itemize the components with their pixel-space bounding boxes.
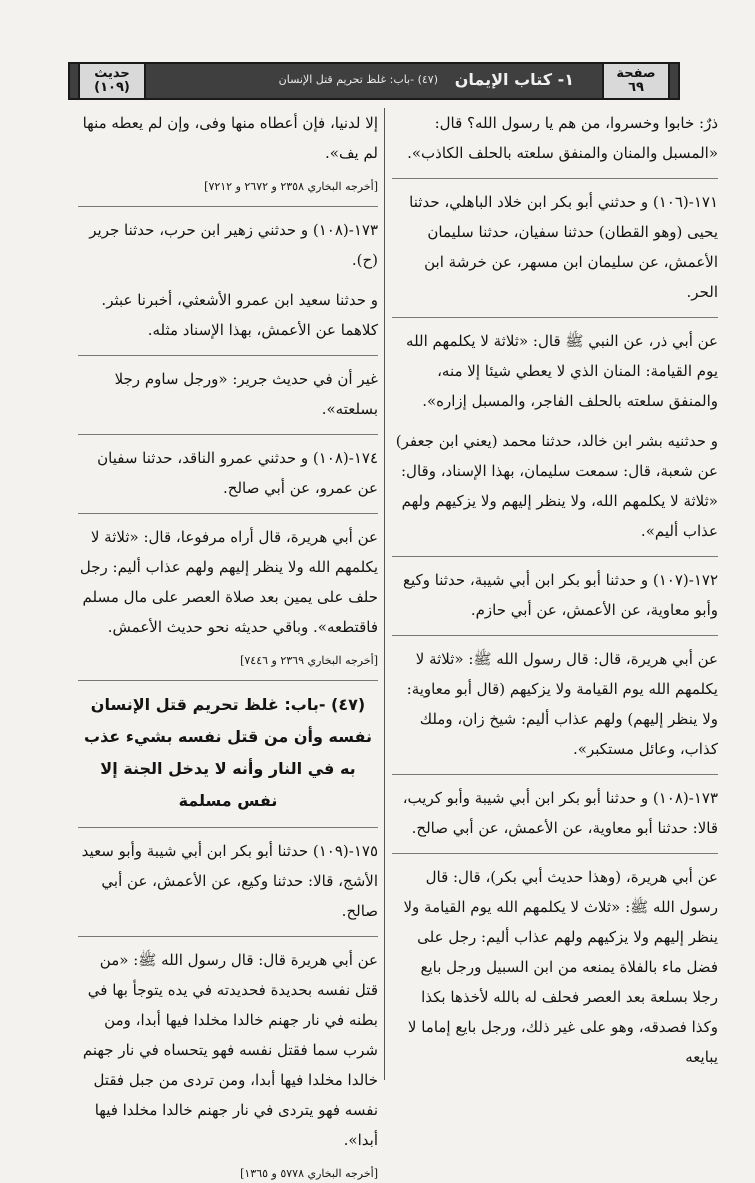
paragraph: عن أبي ذر، عن النبي ﷺ قال: «ثلاثة لا يكلمهم الله يوم القيامة: المنان الذي لا يعطي شيئا إلا منه، والمنفق سلعته بالحلف الفاجر، والمسبل إزاره». <box>406 332 718 410</box>
page-number: ٦٩ <box>628 80 644 95</box>
book-title: ١- كتاب الإيمان <box>454 70 574 89</box>
hadith-label: حديث <box>94 66 130 81</box>
paragraph: ١٧٤-(١٠٨) و حدثني عمرو الناقد، حدثنا سفيان عن عمرو، عن أبي صالح. <box>97 449 378 497</box>
paragraph: إلا لدنيا، فإن أعطاه منها وفى، وإن لم يعطه منها لم يف». <box>82 114 378 162</box>
hadith-number: (١٠٩) <box>94 80 130 95</box>
separator <box>392 178 718 179</box>
paragraph: عن أبي هريرة، (وهذا حديث أبي بكر)، قال: قال رسول الله ﷺ: «ثلاث لا يكلمهم الله يوم القيامة ولا ينظر إليهم ولا يزكيهم ولهم عذاب أليم: رجل على فضل ماء بالفلاة يمنعه من ابن السبيل ورجل بايع رجلا بسلعة بعد العصر فحلف له بالله لأخذها بكذا وكذا فصدقه، وهو على غير ذلك، ورجل بايع إماما لا يبايعه <box>403 868 718 1066</box>
reference: [أخرجه البخاري ٢٣٥٨ و ٢٦٧٢ و ٧٢١٢] <box>204 180 378 193</box>
separator <box>78 355 378 356</box>
right-column <box>392 108 718 1080</box>
paragraph: و حدثنا سعيد ابن عمرو الأشعثي، أخبرنا عبثر. كلاهما عن الأعمش، بهذا الإسناد مثله. <box>101 291 378 339</box>
paragraph: عن أبي هريرة، قال أراه مرفوعا، قال: «ثلاثة لا يكلمهم الله ولا ينظر إليهم ولهم عذاب أليم: رجل حلف على يمين بعد صلاة العصر على مال مسلم فاقتطعه». وباقي حديثه نحو حديث الأعمش. <box>79 528 378 636</box>
separator <box>78 827 378 828</box>
reference: [أخرجه البخاري ٥٧٧٨ و ١٣٦٥] <box>240 1167 378 1180</box>
hadith-number-box <box>78 64 146 98</box>
left-column <box>78 108 378 1180</box>
reference: [أخرجه البخاري ٢٣٦٩ و ٧٤٤٦] <box>240 654 378 667</box>
page-label: صفحة <box>616 66 656 81</box>
paragraph: و حدثنيه بشر ابن خالد، حدثنا محمد (يعني ابن جعفر) عن شعبة، قال: سمعت سليمان، بهذا الإسناد، وقال: «ثلاثة لا يكلمهم الله، ولا ينظر إليهم ولا يزكيهم ولهم عذاب أليم». <box>395 432 718 540</box>
separator <box>78 680 378 681</box>
separator <box>78 434 378 435</box>
page-header <box>68 62 680 100</box>
separator <box>78 513 378 514</box>
paragraph: ١٧١-(١٠٦) و حدثني أبو بكر ابن خلاد الباهلي، حدثنا يحيى (وهو القطان) حدثنا سفيان، حدثنا سليمان الأعمش، عن سليمان ابن مسهر، عن خرشة ابن الحر. <box>409 193 718 301</box>
paragraph: عن أبي هريرة قال: قال رسول الله ﷺ: «من قتل نفسه بحديدة فحديدته في يده يتوجأ بها في بطنه في نار جهنم خالدا مخلدا فيها أبدا، ومن شرب سما فقتل نفسه فهو يتحساه في نار جهنم خالدا مخلدا فيها أبدا، ومن تردى من جبل فقتل نفسه فهو يتردى في نار جهنم خالدا مخلدا فيها أبدا». <box>82 951 378 1149</box>
paragraph: ١٧٢-(١٠٧) و حدثنا أبو بكر ابن أبي شيبة، حدثنا وكيع وأبو معاوية، عن الأعمش، عن أبي حازم. <box>403 571 718 619</box>
separator <box>78 936 378 937</box>
paragraph: ١٧٣-(١٠٨) و حدثني زهير ابن حرب، حدثنا جرير (ح). <box>89 221 378 269</box>
separator <box>392 317 718 318</box>
separator <box>392 635 718 636</box>
paragraph: ١٧٣-(١٠٨) و حدثنا أبو بكر ابن أبي شيبة وأبو كريب، قالا: حدثنا أبو معاوية، عن الأعمش، عن أبي صالح. <box>402 789 718 837</box>
separator <box>78 206 378 207</box>
separator <box>392 556 718 557</box>
paragraph: ١٧٥-(١٠٩) حدثنا أبو بكر ابن أبي شيبة وأبو سعيد الأشج، قالا: حدثنا وكيع، عن الأعمش، عن أبي صالح. <box>81 842 378 920</box>
paragraph: غير أن في حديث جرير: «ورجل ساوم رجلا بسلعته». <box>114 370 378 418</box>
chapter-subtitle: (٤٧) -باب: غلظ تحريم قتل الإنسان <box>278 73 438 86</box>
page-number-box <box>602 64 670 98</box>
paragraph: ذرٌ: خابوا وخسروا، من هم يا رسول الله؟ قال: «المسبل والمنان والمنفق سلعته بالحلف الكاذب». <box>407 114 718 162</box>
column-divider <box>384 108 385 1080</box>
separator <box>392 774 718 775</box>
separator <box>392 853 718 854</box>
chapter-heading: (٤٧) -باب: غلظ تحريم قتل الإنسان نفسه وأن من قتل نفسه بشيء عذب به في النار وأنه لا يدخل الجنة إلا نفس مسلمة <box>83 695 373 810</box>
paragraph: عن أبي هريرة، قال: قال رسول الله ﷺ: «ثلاثة لا يكلمهم الله يوم القيامة ولا يزكيهم (قال أبو معاوية: ولا ينظر إليهم) ولهم عذاب أليم: شيخ زان، وملك كذاب، وعائل مستكبر». <box>406 650 718 758</box>
